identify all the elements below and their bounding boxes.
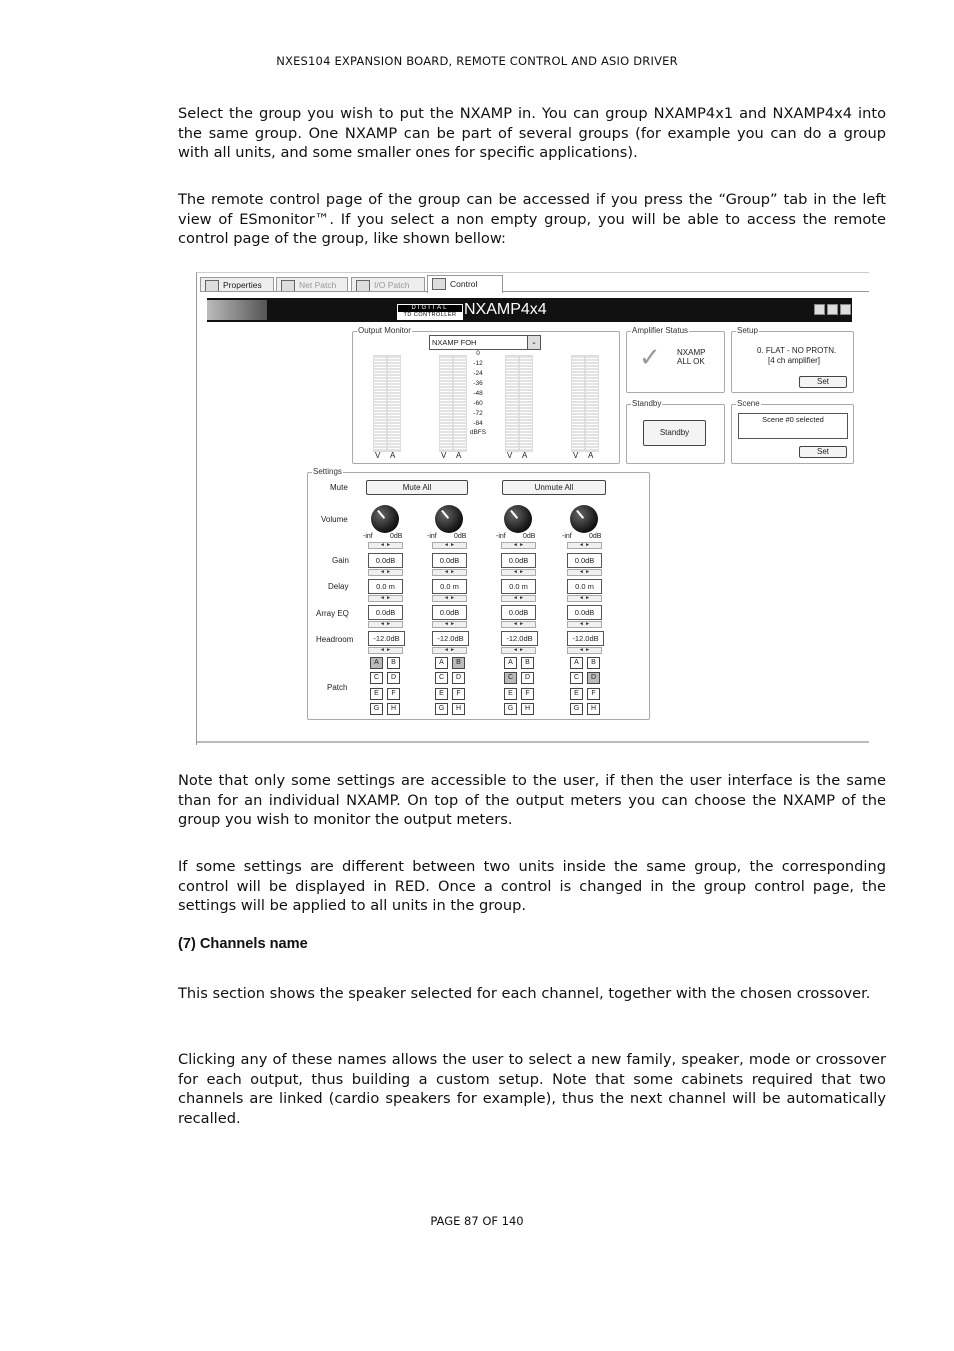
scene-value: Scene #0 selected [738,413,848,439]
setup-line1: 0. FLAT - NO PROTN. [757,346,837,355]
scene-set-button[interactable]: Set [799,446,847,458]
patch-a-ch1[interactable]: A [370,657,383,669]
patch-e-ch2[interactable]: E [435,688,448,700]
status-line1: NXAMP [677,348,706,357]
knob-min-label: -inf [427,533,437,540]
standby-group [626,399,725,464]
patch-b-ch2[interactable]: B [452,657,465,669]
patch-e-ch1[interactable]: E [370,688,383,700]
headroom-stepper-ch4[interactable]: ◄ ► [567,647,602,654]
digital-td-logo [397,304,463,320]
tab-net-patch[interactable] [276,277,348,292]
meter-ch4-a [585,355,599,452]
output-monitor-group [352,326,620,464]
tab-label: Properties [223,280,262,290]
row-label-array-eq: Array EQ [316,609,349,618]
patch-b-ch3[interactable]: B [521,657,534,669]
paragraph-channels-section: This section shows the speaker selected for each channel, together with the chosen crossover. [178,985,871,1002]
row-label-mute: Mute [330,483,348,492]
knob-max-label: 0dB [454,533,467,540]
tab-label: Control [450,279,478,289]
delay-stepper-ch4[interactable]: ◄ ► [567,595,602,602]
restore-button[interactable] [827,304,838,315]
delay-field-ch3[interactable]: 0.0 m [501,579,536,594]
tab-io-patch[interactable] [351,277,425,292]
patch-g-ch4[interactable]: G [570,703,583,715]
headroom-stepper-ch3[interactable]: ◄ ► [501,647,536,654]
scene-group [731,399,854,464]
setup-group [731,326,854,393]
patch-d-ch4[interactable]: D [587,672,600,684]
knob-max-label: 0dB [589,533,602,540]
volume-stepper-ch2[interactable]: ◄ ► [432,542,467,549]
knob-max-label: 0dB [390,533,403,540]
status-line2: ALL OK [677,357,705,366]
mute-all-button[interactable]: Mute All [366,480,468,495]
page-number: PAGE 87 OF 140 [430,1214,524,1228]
patch-f-ch2[interactable]: F [452,688,465,700]
volume-knob-ch3[interactable] [504,505,532,533]
scale-tick: -48 [473,390,483,397]
meter-ch1-v [373,355,387,452]
patch-f-ch3[interactable]: F [521,688,534,700]
knob-min-label: -inf [496,533,506,540]
patch-c-ch4[interactable]: C [570,672,583,684]
amplifier-status-label: Amplifier Status [632,326,689,335]
patch-c-ch3[interactable]: C [504,672,517,684]
meter-ch2-v [439,355,453,452]
array-eq-stepper-ch3[interactable]: ◄ ► [501,621,536,628]
knob-indicator [441,510,449,519]
scene-label: Scene [737,399,760,408]
paragraph-remote-control-access: The remote control page of the group can be accessed if you press the “Group” tab in the left view of ESmonitor™. If you select a non empty group, you will be able to access the remote control page of the group, like shown bellow: [178,191,886,248]
patch-e-ch3[interactable]: E [504,688,517,700]
unmute-all-button[interactable]: Unmute All [502,480,606,495]
array-eq-field-ch4[interactable]: 0.0dB [567,605,602,620]
gain-stepper-ch3[interactable]: ◄ ► [501,569,536,576]
delay-stepper-ch2[interactable]: ◄ ► [432,595,467,602]
meter-v-label: V [573,451,579,460]
minimize-button[interactable] [814,304,825,315]
scale-unit: dBFS [469,429,487,436]
meter-a-label: A [456,451,462,460]
patch-g-ch1[interactable]: G [370,703,383,715]
gain-stepper-ch4[interactable]: ◄ ► [567,569,602,576]
patch-f-ch4[interactable]: F [587,688,600,700]
device-titlebar [207,298,852,322]
array-eq-stepper-ch1[interactable]: ◄ ► [368,621,403,628]
meter-scale [463,349,493,437]
paragraph-clicking-names: Clicking any of these names allows the user to select a new family, speaker, mode or crossover for each output, thus building a custom setup. Note that some cabinets required that two channels are linked (cardio speakers for example), thus the next channel will be automatically recalled. [178,1051,886,1127]
knob-min-label: -inf [562,533,572,540]
patch-a-ch4[interactable]: A [570,657,583,669]
array-eq-stepper-ch2[interactable]: ◄ ► [432,621,467,628]
volume-knob-ch1[interactable] [371,505,399,533]
amplifier-status-group [626,326,725,393]
volume-knob-ch4[interactable] [570,505,598,533]
setup-label: Setup [737,326,758,335]
section-heading-channels-name: (7) Channels name [178,936,308,952]
patch-e-ch4[interactable]: E [570,688,583,700]
meter-ch3-a [519,355,533,452]
headroom-field-ch3[interactable]: -12.0dB [501,631,538,646]
patch-h-ch3[interactable]: H [521,703,534,715]
row-label-headroom: Headroom [316,635,354,644]
logo-top-text: DIGITAL [398,305,462,312]
logo-bottom-text: TD CONTROLLER [403,312,457,318]
patch-b-ch4[interactable]: B [587,657,600,669]
setup-set-button[interactable]: Set [799,376,847,388]
volume-stepper-ch1[interactable]: ◄ ► [368,542,403,549]
device-model-title: NXAMP4x4 [464,301,547,318]
standby-button[interactable]: Standby [643,420,706,446]
control-icon [432,278,446,290]
volume-stepper-ch4[interactable]: ◄ ► [567,542,602,549]
scale-tick: -36 [473,380,483,387]
array-eq-field-ch1[interactable]: 0.0dB [368,605,403,620]
settings-group [307,467,650,720]
output-monitor-label: Output Monitor [358,326,411,335]
patch-g-ch2[interactable]: G [435,703,448,715]
meter-v-label: V [441,451,447,460]
gain-field-ch3[interactable]: 0.0dB [501,553,536,568]
scale-tick: -24 [473,370,483,377]
array-eq-field-ch3[interactable]: 0.0dB [501,605,536,620]
gain-field-ch1[interactable]: 0.0dB [368,553,403,568]
patch-c-ch2[interactable]: C [435,672,448,684]
patch-h-ch1[interactable]: H [387,703,400,715]
patch-a-ch2[interactable]: A [435,657,448,669]
meter-a-label: A [522,451,528,460]
meter-ch4-v [571,355,585,452]
nxamp-select[interactable] [429,335,541,350]
array-eq-field-ch2[interactable]: 0.0dB [432,605,467,620]
delay-stepper-ch3[interactable]: ◄ ► [501,595,536,602]
headroom-field-ch1[interactable]: -12.0dB [368,631,405,646]
patch-b-ch1[interactable]: B [387,657,400,669]
patch-h-ch4[interactable]: H [587,703,600,715]
row-label-delay: Delay [328,582,349,591]
meter-v-label: V [507,451,513,460]
row-label-patch: Patch [327,683,348,692]
meter-a-label: A [390,451,396,460]
array-eq-stepper-ch4[interactable]: ◄ ► [567,621,602,628]
knob-indicator [576,510,584,519]
patch-d-ch1[interactable]: D [387,672,400,684]
scale-tick: -72 [473,410,483,417]
headroom-field-ch2[interactable]: -12.0dB [432,631,469,646]
settings-label: Settings [313,467,342,476]
tab-label: I/O Patch [374,280,410,290]
volume-stepper-ch3[interactable]: ◄ ► [501,542,536,549]
knob-max-label: 0dB [523,533,536,540]
screenshot-bottom-border [197,741,869,743]
gain-stepper-ch2[interactable]: ◄ ► [432,569,467,576]
nxamp-select-value: NXAMP FOH [432,338,477,347]
headroom-stepper-ch1[interactable]: ◄ ► [368,647,403,654]
meter-a-label: A [588,451,594,460]
patch-a-ch3[interactable]: A [504,657,517,669]
tab-label: Net Patch [299,280,337,290]
patch-d-ch2[interactable]: D [452,672,465,684]
setup-line2: [4 ch amplifier] [768,356,821,365]
paragraph-red-controls: If some settings are different between two units inside the same group, the corresponding control will be displayed in RED. Once a control is changed in the group control page, the settings will be applied to all units in the group. [178,858,886,915]
volume-knob-ch2[interactable] [435,505,463,533]
titlebar-gradient [207,300,267,320]
delay-field-ch2[interactable]: 0.0 m [432,579,467,594]
patch-c-ch1[interactable]: C [370,672,383,684]
close-button[interactable] [840,304,851,315]
meter-ch1-a [387,355,401,452]
knob-min-label: -inf [363,533,373,540]
delay-field-ch4[interactable]: 0.0 m [567,579,602,594]
check-icon: ✓ [639,342,661,372]
knob-indicator [510,510,518,519]
scale-tick: -84 [473,420,483,427]
paragraph-group-selection: Select the group you wish to put the NXAMP in. You can group NXAMP4x1 and NXAMP4x4 into the same group. One NXAMP can be part of several groups (for example you can do a group with all units, and some smaller ones for specific applications). [178,105,886,162]
tab-control[interactable] [427,275,503,293]
paragraph-settings-note: Note that only some settings are accessible to the user, if then the user interface is the same than for an individual NXAMP. On top of the output meters you can choose the NXAMP of the group you wish to monitor the output meters. [178,772,886,829]
tab-divider [200,291,869,292]
control-page-screenshot [196,272,869,745]
running-header: NXES104 EXPANSION BOARD, REMOTE CONTROL AND ASIO DRIVER [276,54,678,68]
gain-field-ch2[interactable]: 0.0dB [432,553,467,568]
knob-indicator [377,510,385,519]
headroom-stepper-ch2[interactable]: ◄ ► [432,647,467,654]
scale-tick: -60 [473,400,483,407]
scale-tick: 0 [476,350,480,357]
headroom-field-ch4[interactable]: -12.0dB [567,631,604,646]
gain-stepper-ch1[interactable]: ◄ ► [368,569,403,576]
patch-f-ch1[interactable]: F [387,688,400,700]
delay-field-ch1[interactable]: 0.0 m [368,579,403,594]
patch-d-ch3[interactable]: D [521,672,534,684]
meter-v-label: V [375,451,381,460]
patch-h-ch2[interactable]: H [452,703,465,715]
scale-tick: -12 [473,360,483,367]
meter-ch3-v [505,355,519,452]
row-label-gain: Gain [332,556,349,565]
tab-properties[interactable] [200,277,274,292]
gain-field-ch4[interactable]: 0.0dB [567,553,602,568]
standby-label: Standby [632,399,662,408]
row-label-volume: Volume [321,515,348,524]
delay-stepper-ch1[interactable]: ◄ ► [368,595,403,602]
patch-g-ch3[interactable]: G [504,703,517,715]
chevron-down-icon[interactable]: ⌄ [527,336,540,349]
